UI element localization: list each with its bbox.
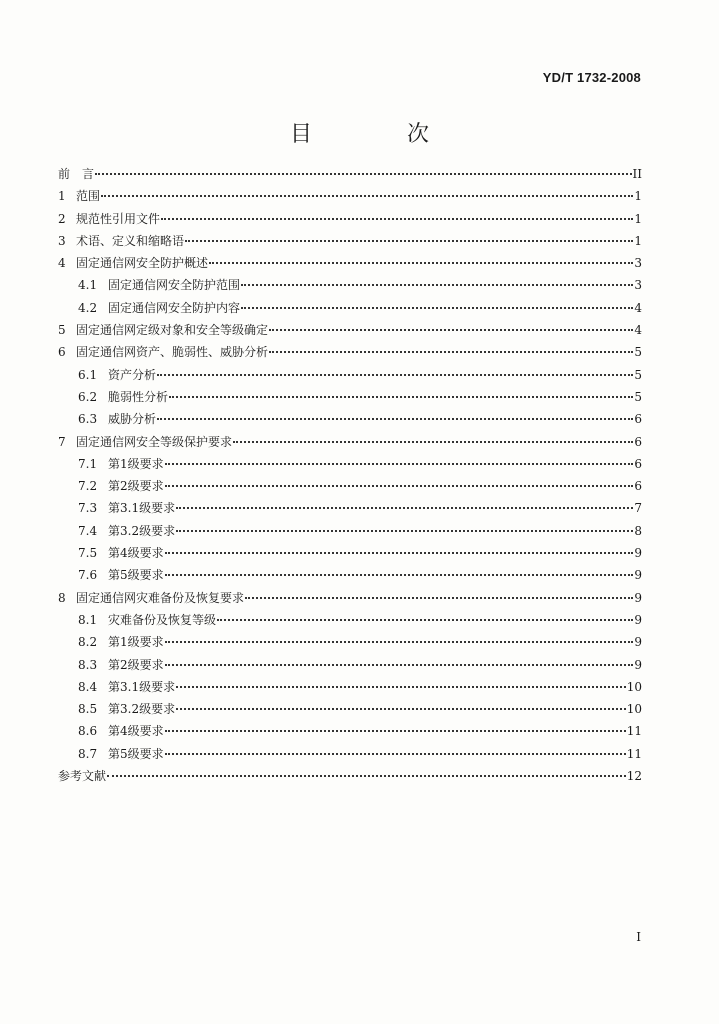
toc-entry[interactable] [58, 499, 642, 521]
toc-entry-label: 灾难备份及恢复等级 [108, 612, 217, 627]
toc-entry-label: 第5级要求 [108, 568, 164, 583]
toc-entry-number: 8.1 [78, 612, 98, 627]
toc-entry-page: 4 [634, 300, 642, 315]
toc-entry-label: 术语、定义和缩略语 [76, 233, 185, 248]
toc-entry-page: 3 [634, 256, 642, 271]
toc-entry-label: 第3.1级要求 [108, 679, 176, 694]
toc-entry[interactable] [58, 700, 642, 722]
toc-entry[interactable] [58, 477, 642, 499]
toc-entry-number: 7.3 [78, 501, 98, 516]
toc-entry[interactable] [58, 366, 642, 388]
toc-leader-dots [169, 396, 633, 398]
toc-entry-number: 5 [58, 323, 66, 338]
toc-entry-page: 12 [626, 769, 642, 784]
toc-entry-label: 固定通信网安全等级保护要求 [76, 434, 233, 449]
toc-entry-page: 5 [634, 345, 642, 360]
toc-entry[interactable] [58, 232, 642, 254]
toc-entry-number: 8 [58, 590, 66, 605]
toc-leader-dots [217, 619, 633, 621]
toc-entry-page: 1 [634, 189, 642, 204]
toc-entry[interactable] [58, 433, 642, 455]
toc-leader-dots [165, 664, 633, 666]
toc-entry[interactable] [58, 187, 642, 209]
toc-entry-number: 8.3 [78, 657, 98, 672]
toc-entry-page: 9 [634, 635, 642, 650]
toc-leader-dots [176, 686, 626, 688]
toc-entry-label: 固定通信网资产、脆弱性、威胁分析 [76, 345, 269, 360]
toc-entry-label: 第2级要求 [108, 657, 164, 672]
toc-leader-dots [165, 463, 633, 465]
toc-entry-page: 6 [634, 456, 642, 471]
toc-leader-dots [165, 574, 633, 576]
toc-entry[interactable] [58, 276, 642, 298]
toc-title: 目 次 [290, 122, 473, 147]
toc-entry-page: 11 [626, 746, 642, 761]
toc-entry-page: 11 [626, 724, 642, 739]
toc-entry-number: 8.7 [78, 746, 98, 761]
toc-entry-page: II [632, 167, 642, 181]
toc-entry-page: 5 [634, 389, 642, 404]
toc-entry-label: 固定通信网安全防护内容 [108, 300, 241, 315]
toc-entry-number: 7.4 [78, 523, 98, 538]
table-of-contents [58, 165, 642, 789]
toc-leader-dots [176, 507, 633, 509]
toc-leader-dots [233, 441, 633, 443]
toc-leader-dots [245, 597, 633, 599]
toc-entry-page: 6 [634, 434, 642, 449]
toc-entry-number: 8.5 [78, 702, 98, 717]
toc-entry[interactable] [58, 522, 642, 544]
toc-entry-label: 前 言 [58, 167, 95, 181]
toc-entry-number: 4.2 [78, 300, 98, 315]
toc-leader-dots [165, 753, 626, 755]
toc-entry[interactable] [58, 254, 642, 276]
toc-entry-page: 1 [634, 211, 642, 226]
toc-entry[interactable] [58, 767, 642, 789]
toc-entry-label: 第5级要求 [108, 746, 164, 761]
toc-entry-number: 7 [58, 434, 66, 449]
toc-entry-label: 第1级要求 [108, 635, 164, 650]
toc-entry[interactable] [58, 678, 642, 700]
toc-entry-label: 资产分析 [108, 367, 157, 382]
toc-entry-number: 2 [58, 211, 66, 226]
toc-entry-page: 6 [634, 479, 642, 494]
toc-leader-dots [165, 641, 633, 643]
toc-leader-dots [157, 418, 633, 420]
toc-entry-label: 脆弱性分析 [108, 389, 169, 404]
toc-entry-page: 4 [634, 323, 642, 338]
page-number: I [636, 930, 641, 944]
toc-entry-number: 3 [58, 233, 66, 248]
toc-leader-dots [241, 284, 633, 286]
toc-entry-page: 1 [634, 233, 642, 248]
toc-entry-label: 第1级要求 [108, 456, 164, 471]
toc-entry[interactable] [58, 566, 642, 588]
toc-entry-label: 第3.1级要求 [108, 501, 176, 516]
toc-leader-dots [176, 708, 626, 710]
toc-entry-label: 第4级要求 [108, 724, 164, 739]
toc-entry[interactable] [58, 343, 642, 365]
toc-leader-dots [185, 240, 633, 242]
toc-entry[interactable] [58, 165, 642, 187]
toc-entry-label: 第4级要求 [108, 546, 164, 561]
toc-entry-label: 固定通信网安全防护概述 [76, 256, 209, 271]
toc-entry-number: 1 [58, 189, 66, 204]
toc-entry[interactable] [58, 299, 642, 321]
toc-leader-dots [269, 351, 633, 353]
toc-entry-page: 9 [634, 612, 642, 627]
toc-entry-number: 6 [58, 345, 66, 360]
toc-entry-number: 7.2 [78, 479, 98, 494]
toc-leader-dots [209, 262, 633, 264]
toc-entry-label: 固定通信网定级对象和安全等级确定 [76, 323, 269, 338]
toc-entry-page: 9 [634, 590, 642, 605]
toc-entry-number: 6.1 [78, 367, 98, 382]
toc-entry-number: 7.5 [78, 546, 98, 561]
toc-leader-dots [241, 307, 633, 309]
toc-entry-label: 规范性引用文件 [76, 211, 161, 226]
toc-entry-label: 第3.2级要求 [108, 702, 176, 717]
toc-entry[interactable] [58, 321, 642, 343]
toc-entry-label: 参考文献 [58, 769, 107, 784]
toc-entry-page: 9 [634, 546, 642, 561]
toc-entry[interactable] [58, 388, 642, 410]
toc-entry-number: 8.2 [78, 635, 98, 650]
toc-entry-number: 6.2 [78, 389, 98, 404]
toc-entry[interactable] [58, 589, 642, 611]
toc-entry[interactable] [58, 722, 642, 744]
toc-entry[interactable] [58, 656, 642, 678]
toc-entry-number: 7.6 [78, 568, 98, 583]
toc-entry-page: 10 [626, 702, 642, 717]
toc-entry-page: 7 [634, 501, 642, 516]
toc-leader-dots [269, 329, 633, 331]
toc-leader-dots [176, 530, 633, 532]
toc-entry-page: 5 [634, 367, 642, 382]
toc-leader-dots [157, 374, 633, 376]
standard-code: YD/T 1732-2008 [542, 70, 641, 85]
toc-entry-label: 固定通信网安全防护范围 [108, 278, 241, 293]
toc-entry-page: 3 [634, 278, 642, 293]
toc-entry[interactable] [58, 210, 642, 232]
toc-entry[interactable] [58, 745, 642, 767]
toc-entry-page: 9 [634, 568, 642, 583]
toc-leader-dots [161, 218, 633, 220]
toc-entry[interactable] [58, 611, 642, 633]
toc-entry[interactable] [58, 633, 642, 655]
toc-entry-label: 第3.2级要求 [108, 523, 176, 538]
toc-leader-dots [165, 485, 633, 487]
toc-entry[interactable] [58, 544, 642, 566]
toc-entry-label: 范围 [76, 189, 101, 204]
toc-entry-number: 6.3 [78, 412, 98, 427]
toc-entry-label: 固定通信网灾难备份及恢复要求 [76, 590, 245, 605]
toc-entry-number: 4 [58, 256, 66, 271]
toc-leader-dots [165, 552, 633, 554]
toc-entry-label: 第2级要求 [108, 479, 164, 494]
toc-entry-page: 9 [634, 657, 642, 672]
toc-entry-number: 8.6 [78, 724, 98, 739]
toc-entry-page: 10 [626, 679, 642, 694]
toc-leader-dots [101, 195, 633, 197]
toc-entry-number: 4.1 [78, 278, 98, 293]
toc-leader-dots [95, 173, 632, 175]
toc-entry[interactable] [58, 410, 642, 432]
toc-entry-page: 8 [634, 523, 642, 538]
toc-leader-dots [107, 775, 626, 777]
toc-entry-label: 威胁分析 [108, 412, 157, 427]
toc-entry-page: 6 [634, 412, 642, 427]
toc-leader-dots [165, 730, 626, 732]
toc-entry-number: 7.1 [78, 456, 98, 471]
toc-entry-number: 8.4 [78, 679, 98, 694]
toc-entry[interactable] [58, 455, 642, 477]
